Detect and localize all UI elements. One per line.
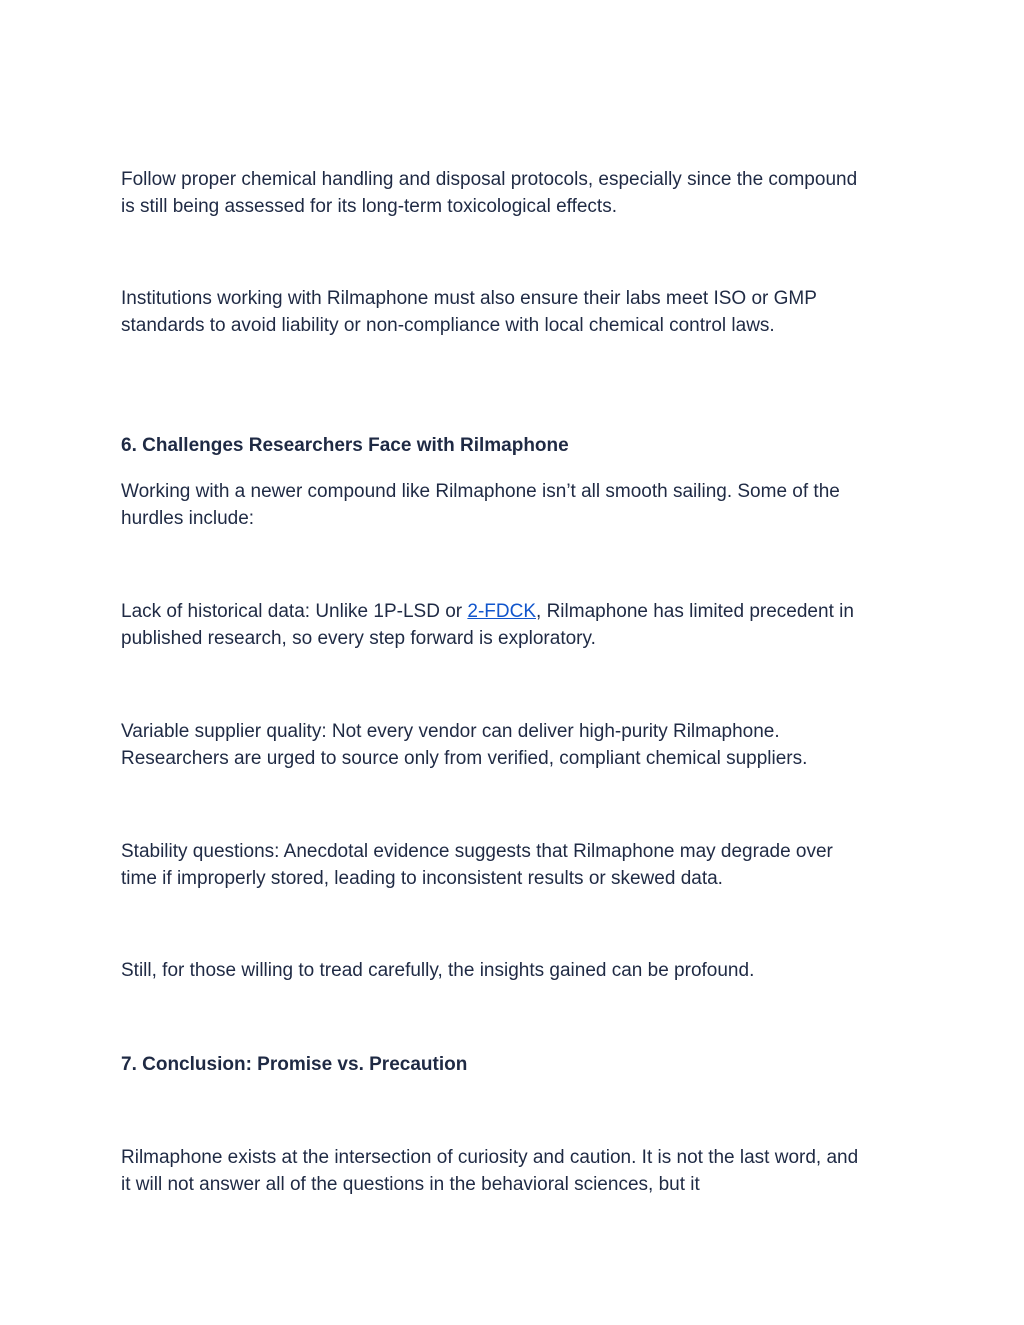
link-2-fdck[interactable]: 2-FDCK [467,601,537,622]
paragraph-lab-standards: Institutions working with Rilmaphone must also ensure their labs meet ISO or GMP standards to avoid liability or non-compliance with local chemical control laws. [121,288,817,336]
paragraph-hurdles-intro: Working with a newer compound like Rilmaphone isn’t all smooth sailing. Some of the hurdles include: [121,481,840,529]
paragraph-insights: Still, for those willing to tread carefully, the insights gained can be profound. [121,960,755,981]
paragraph-supplier-quality: Variable supplier quality: Not every vendor can deliver high-purity Rilmaphone. Researchers are urged to source only from verified, compliant chemical suppliers. [121,721,808,769]
section-heading-challenges: 6. Challenges Researchers Face with Rilmaphone [121,435,569,456]
historical-data-text-start: Lack of historical data: Unlike 1P-LSD or [121,601,468,622]
historical-data-text-end: , Rilmaphone has limited precedent in published research, so every step forward is exploratory. [121,601,854,649]
paragraph-historical-data [121,598,861,652]
section-heading-conclusion: 7. Conclusion: Promise vs. Precaution [121,1054,468,1075]
paragraph-stability-questions: Stability questions: Anecdotal evidence suggests that Rilmaphone may degrade over time if improperly stored, leading to inconsistent results or skewed data. [121,841,833,889]
paragraph-conclusion: Rilmaphone exists at the intersection of curiosity and caution. It is not the last word, and it will not answer all of the questions in the behavioral sciences, but it [121,1147,859,1195]
paragraph-handling-protocols: Follow proper chemical handling and disposal protocols, especially since the compound is still being assessed for its long-term toxicological effects. [121,169,858,217]
